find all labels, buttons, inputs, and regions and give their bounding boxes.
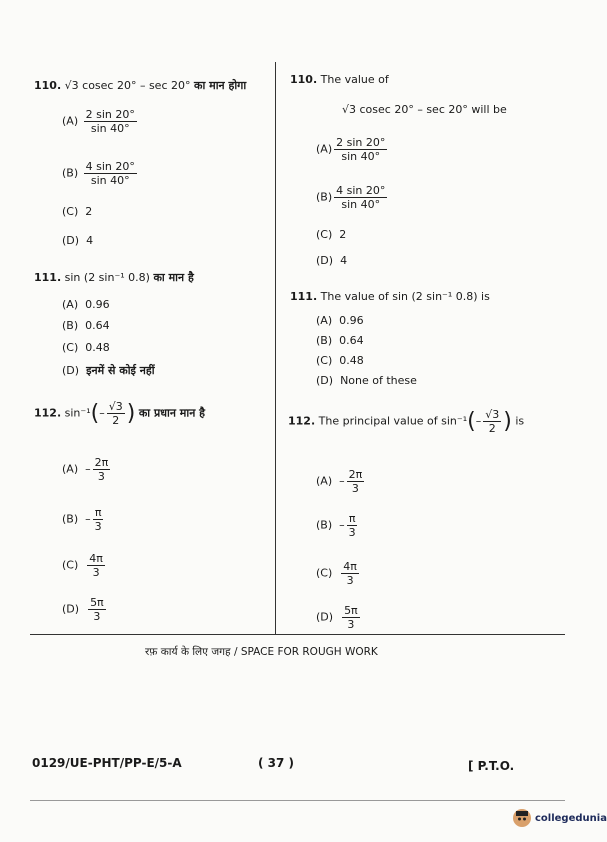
option: (D) 4 <box>62 234 94 247</box>
option: (D) 4 <box>316 254 348 267</box>
option: (C) 2 <box>316 228 347 241</box>
option: (A) – $\frac{2\pi}{3}$ <box>316 468 363 495</box>
option: (C) $\frac{4\pi}{3}$ <box>316 560 357 587</box>
option: (A) 0.96 <box>62 298 110 311</box>
option: (C) 0.48 <box>316 354 364 367</box>
question-112-english: 112. The principal value of sin⁻¹(– $\frac{√3}{2}$ ) is <box>288 408 525 435</box>
column-divider <box>275 62 276 634</box>
rough-work-label: रफ़ कार्य के लिए जगह / SPACE FOR ROUGH WORK <box>145 646 378 658</box>
page-number: ( 37 ) <box>258 756 295 770</box>
question-112-hindi: 112. sin⁻¹(– $\frac{√3}{2}$ ) का प्रधान मान है <box>34 400 205 427</box>
question-110-expr: √3 cosec 20° – sec 20° will be <box>342 103 507 116</box>
option: (B) – $\frac{\pi}{3}$ <box>62 506 102 533</box>
bottom-rule <box>30 800 565 801</box>
collegedunia-logo: collegedunia <box>512 808 607 828</box>
question-110-hindi: 110. √3 cosec 20° – sec 20° का मान होगा <box>34 79 247 92</box>
option: (B) $\frac{4 \sin 20^\circ}{\sin 40^\circ}$ <box>62 160 135 187</box>
option: (A) 0.96 <box>316 314 364 327</box>
option: (C) 0.48 <box>62 341 110 354</box>
option: (A) $\frac{2 \sin 20^\circ}{\sin 40^\circ}$ <box>62 108 135 135</box>
question-110-english: 110. The value of <box>290 73 389 86</box>
rough-divider <box>30 634 565 635</box>
option: (D) $\frac{5\pi}{3}$ <box>316 604 358 631</box>
option: (D) $\frac{5\pi}{3}$ <box>62 596 104 623</box>
option: (B) 0.64 <box>62 319 110 332</box>
option: (A) $\frac{2 \sin 20^\circ}{\sin 40^\circ}$ <box>316 136 386 163</box>
option: (B) – $\frac{\pi}{3}$ <box>316 512 356 539</box>
question-111-english: 111. The value of sin (2 sin⁻¹ 0.8) is <box>290 290 490 303</box>
logo-icon <box>512 808 532 828</box>
option: (B) $\frac{4 \sin 20^\circ}{\sin 40^\circ}$ <box>316 184 386 211</box>
option: (C) 2 <box>62 205 93 218</box>
pto: [ P.T.O. <box>468 759 515 773</box>
option: (C) $\frac{4\pi}{3}$ <box>62 552 103 579</box>
question-111-hindi: 111. sin (2 sin⁻¹ 0.8) का मान है <box>34 271 194 284</box>
option: (D) इनमें से कोई नहीं <box>62 364 155 377</box>
option: (B) 0.64 <box>316 334 364 347</box>
option: (A) – $\frac{2\pi}{3}$ <box>62 456 109 483</box>
option: (D) None of these <box>316 374 417 387</box>
paper-code: 0129/UE-PHT/PP-E/5-A <box>32 756 182 770</box>
